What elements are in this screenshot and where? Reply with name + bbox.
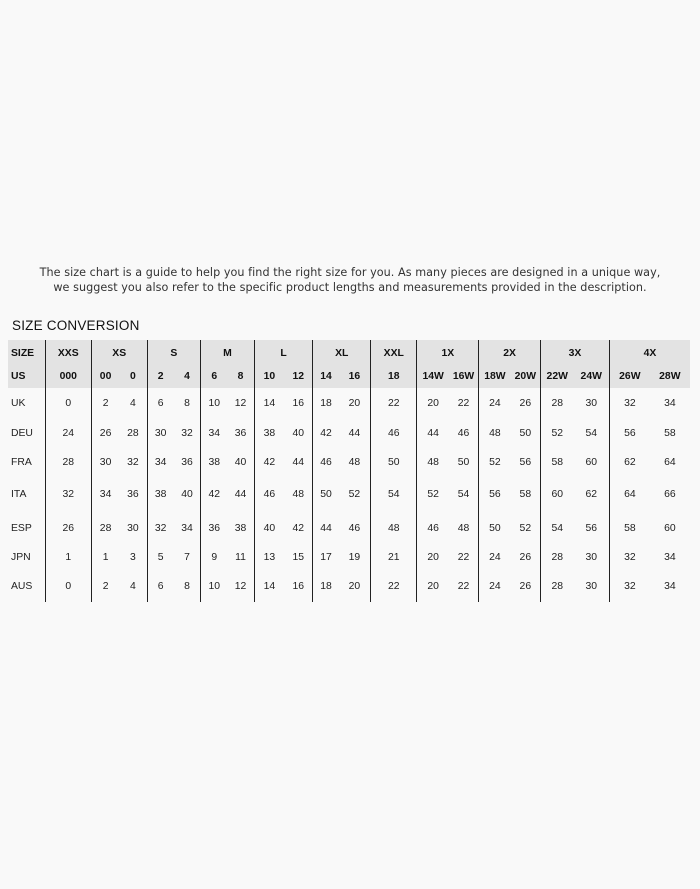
size-cell: 56 [610, 419, 650, 447]
size-cell: 14 [254, 571, 284, 602]
size-cell: 26 [519, 398, 532, 409]
size-cell: 46 [254, 477, 284, 512]
size-cell: 4 [174, 364, 201, 388]
size-cell: 21 [371, 544, 417, 571]
size-cell: 30 [585, 552, 598, 563]
size-cell: 2 [91, 388, 119, 419]
size-cell: 18 [313, 388, 339, 419]
size-cell: 64 [610, 477, 650, 512]
size-cell: 12 [234, 581, 247, 592]
size-cell: 30 [585, 398, 598, 409]
size-header-s: S [147, 340, 201, 364]
size-cell: 36 [234, 427, 247, 439]
size-header-xl: XL [313, 340, 371, 364]
size-cell: 4 [130, 581, 136, 592]
size-cell: 28 [541, 571, 574, 602]
size-cell: 20 [348, 398, 361, 409]
size-cell: 40 [292, 427, 304, 439]
size-row-esp [8, 512, 690, 544]
row-label: UK [11, 398, 26, 409]
size-cell: 48 [457, 522, 470, 534]
size-cell: 8 [227, 364, 254, 388]
size-cell: 38 [254, 419, 284, 447]
size-cell: 14 [254, 388, 284, 419]
size-cell: 34 [664, 552, 676, 563]
size-header-xs: XS [91, 340, 147, 364]
size-cell: 26 [519, 552, 532, 563]
size-row-fra [8, 447, 690, 477]
size-cell: 18 [313, 571, 339, 602]
size-cell: 56 [585, 522, 598, 534]
size-cell: 54 [457, 489, 470, 500]
size-cell: 40 [254, 512, 284, 544]
size-cell: 38 [201, 447, 228, 477]
size-cell: 52 [479, 447, 511, 477]
size-cell: 50 [313, 477, 339, 512]
size-cell: 8 [184, 398, 190, 409]
size-cell: 58 [519, 489, 532, 500]
row-label: US [8, 364, 45, 388]
size-cell: 32 [610, 544, 650, 571]
size-cell: 6 [201, 364, 228, 388]
size-cell: 11 [235, 552, 246, 563]
size-cell: 44 [313, 512, 339, 544]
size-cell: 48 [292, 489, 304, 500]
size-cell: 42 [313, 419, 339, 447]
size-cell: 22 [457, 552, 470, 563]
size-cell: 20 [417, 544, 449, 571]
intro-line-1: The size chart is a guide to help you find the right size for you. As many pieces are designed in a unique way, [39, 266, 661, 279]
size-cell: 48 [371, 512, 417, 544]
size-cell: 46 [348, 522, 361, 534]
size-cell: 48 [348, 456, 361, 468]
size-cell: 1 [45, 544, 91, 571]
size-cell: 60 [585, 456, 598, 468]
size-cell: 6 [147, 388, 174, 419]
size-cell: 26 [45, 512, 91, 544]
size-cell: 50 [519, 427, 532, 439]
size-cell: 36 [181, 456, 193, 468]
size-cell: 28 [127, 427, 139, 439]
size-cell: 13 [254, 544, 284, 571]
size-cell: 32 [127, 456, 139, 468]
row-label: AUS [11, 581, 33, 592]
size-cell: 16 [339, 364, 371, 388]
size-header-3x: 3X [541, 340, 610, 364]
row-label: ITA [11, 489, 27, 500]
size-cell: 36 [127, 489, 139, 500]
size-cell: 28 [91, 512, 119, 544]
size-cell: 54 [585, 427, 598, 439]
size-cell: 5 [147, 544, 174, 571]
size-cell: 10 [201, 388, 228, 419]
size-row-uk [8, 388, 690, 419]
size-cell: 10 [254, 364, 284, 388]
size-cell: 24W [573, 364, 609, 388]
size-cell: 1 [91, 544, 119, 571]
size-header-2x: 2X [479, 340, 541, 364]
size-table-body [8, 340, 690, 602]
size-cell: 32 [181, 427, 193, 439]
size-cell: 28 [541, 544, 574, 571]
size-cell: 52 [417, 477, 449, 512]
size-cell: 24 [479, 388, 511, 419]
size-row-ita [8, 477, 690, 512]
size-cell: 42 [201, 477, 228, 512]
size-cell: 56 [519, 456, 532, 468]
size-cell: 54 [371, 477, 417, 512]
size-cell: 26W [610, 364, 650, 388]
size-cell: 64 [664, 456, 676, 468]
size-cell: 16 [292, 398, 304, 409]
size-cell: 22 [371, 571, 417, 602]
size-cell: 50 [479, 512, 511, 544]
size-row-aus [8, 571, 690, 602]
size-cell: 22 [457, 398, 470, 409]
size-cell: 19 [348, 552, 361, 563]
size-cell: 24 [479, 544, 511, 571]
size-cell: 22W [541, 364, 574, 388]
size-cell: 32 [147, 512, 174, 544]
size-cell: 38 [234, 522, 247, 534]
size-cell: 22 [457, 581, 470, 592]
size-cell: 0 [119, 364, 147, 388]
size-cell: 60 [664, 522, 676, 534]
size-cell: 26 [91, 419, 119, 447]
intro-line-2: we suggest you also refer to the specific product lengths and measurements provided in the description. [53, 280, 647, 294]
size-cell: 30 [147, 419, 174, 447]
size-cell: 66 [664, 489, 676, 500]
size-cell: 000 [45, 364, 91, 388]
size-cell: 18W [479, 364, 511, 388]
size-cell: 32 [610, 388, 650, 419]
size-cell: 12 [284, 364, 313, 388]
size-conversion-table [8, 340, 690, 602]
size-header-label: SIZE [8, 340, 45, 364]
size-header-4x: 4X [610, 340, 690, 364]
size-cell: 46 [457, 427, 470, 439]
size-cell: 3 [130, 552, 136, 563]
size-cell: 14 [313, 364, 339, 388]
size-cell: 48 [417, 447, 449, 477]
size-cell: 28 [45, 447, 91, 477]
size-cell: 6 [147, 571, 174, 602]
size-header-1x: 1X [417, 340, 479, 364]
size-cell: 26 [519, 581, 532, 592]
size-cell: 52 [348, 489, 361, 500]
size-header-xxs: XXS [45, 340, 91, 364]
size-cell: 20W [511, 364, 541, 388]
size-cell: 60 [541, 477, 574, 512]
size-cell: 44 [292, 456, 304, 468]
size-row-us [8, 364, 690, 388]
size-cell: 54 [541, 512, 574, 544]
row-label: ESP [11, 522, 32, 534]
size-cell: 28 [541, 388, 574, 419]
size-cell: 50 [457, 456, 470, 468]
size-cell: 42 [254, 447, 284, 477]
size-cell: 30 [91, 447, 119, 477]
size-cell: 58 [664, 427, 676, 439]
size-header-row [8, 340, 690, 364]
size-cell: 44 [417, 419, 449, 447]
size-cell: 34 [147, 447, 174, 477]
size-header-xxl: XXL [371, 340, 417, 364]
row-label: FRA [11, 456, 32, 468]
size-cell: 20 [417, 388, 449, 419]
size-cell: 0 [45, 388, 91, 419]
size-cell: 17 [313, 544, 339, 571]
size-cell: 46 [313, 447, 339, 477]
size-cell: 2 [91, 571, 119, 602]
size-cell: 56 [479, 477, 511, 512]
size-header-l: L [254, 340, 313, 364]
page-title: SIZE CONVERSION [12, 318, 140, 333]
size-cell: 12 [234, 398, 247, 409]
size-cell: 34 [664, 581, 676, 592]
size-cell: 7 [184, 552, 190, 563]
size-cell: 14W [417, 364, 449, 388]
size-cell: 34 [201, 419, 228, 447]
size-cell: 36 [201, 512, 228, 544]
size-row-jpn [8, 544, 690, 571]
size-cell: 30 [585, 581, 598, 592]
size-cell: 24 [479, 571, 511, 602]
size-cell: 20 [348, 581, 361, 592]
size-cell: 44 [348, 427, 361, 439]
size-cell: 40 [234, 456, 247, 468]
size-cell: 22 [371, 388, 417, 419]
size-cell: 32 [45, 477, 91, 512]
size-cell: 42 [292, 522, 304, 534]
size-cell: 8 [184, 581, 190, 592]
size-cell: 34 [181, 522, 193, 534]
size-cell: 34 [664, 398, 676, 409]
size-cell: 44 [234, 489, 247, 500]
size-cell: 58 [610, 512, 650, 544]
row-label: JPN [11, 552, 31, 563]
size-cell: 40 [181, 489, 193, 500]
size-cell: 62 [610, 447, 650, 477]
size-cell: 0 [45, 571, 91, 602]
size-cell: 46 [417, 512, 449, 544]
size-cell: 10 [201, 571, 228, 602]
size-cell: 16 [292, 581, 304, 592]
size-cell: 50 [371, 447, 417, 477]
row-label: DEU [11, 427, 33, 439]
size-cell: 38 [147, 477, 174, 512]
size-cell: 28W [650, 364, 690, 388]
size-cell: 20 [417, 571, 449, 602]
size-cell: 52 [519, 522, 532, 534]
size-cell: 24 [45, 419, 91, 447]
size-cell: 34 [91, 477, 119, 512]
size-cell: 9 [201, 544, 228, 571]
size-cell: 62 [585, 489, 598, 500]
size-cell: 46 [371, 419, 417, 447]
size-cell: 15 [292, 552, 304, 563]
size-cell: 00 [91, 364, 119, 388]
size-cell: 16W [449, 364, 479, 388]
size-cell: 18 [371, 364, 417, 388]
size-cell: 30 [127, 522, 139, 534]
size-cell: 48 [479, 419, 511, 447]
size-cell: 52 [541, 419, 574, 447]
size-cell: 58 [541, 447, 574, 477]
size-cell: 2 [147, 364, 174, 388]
intro-text [0, 266, 700, 295]
size-row-deu [8, 419, 690, 447]
size-cell: 4 [130, 398, 136, 409]
size-header-m: M [201, 340, 255, 364]
size-cell: 32 [610, 571, 650, 602]
